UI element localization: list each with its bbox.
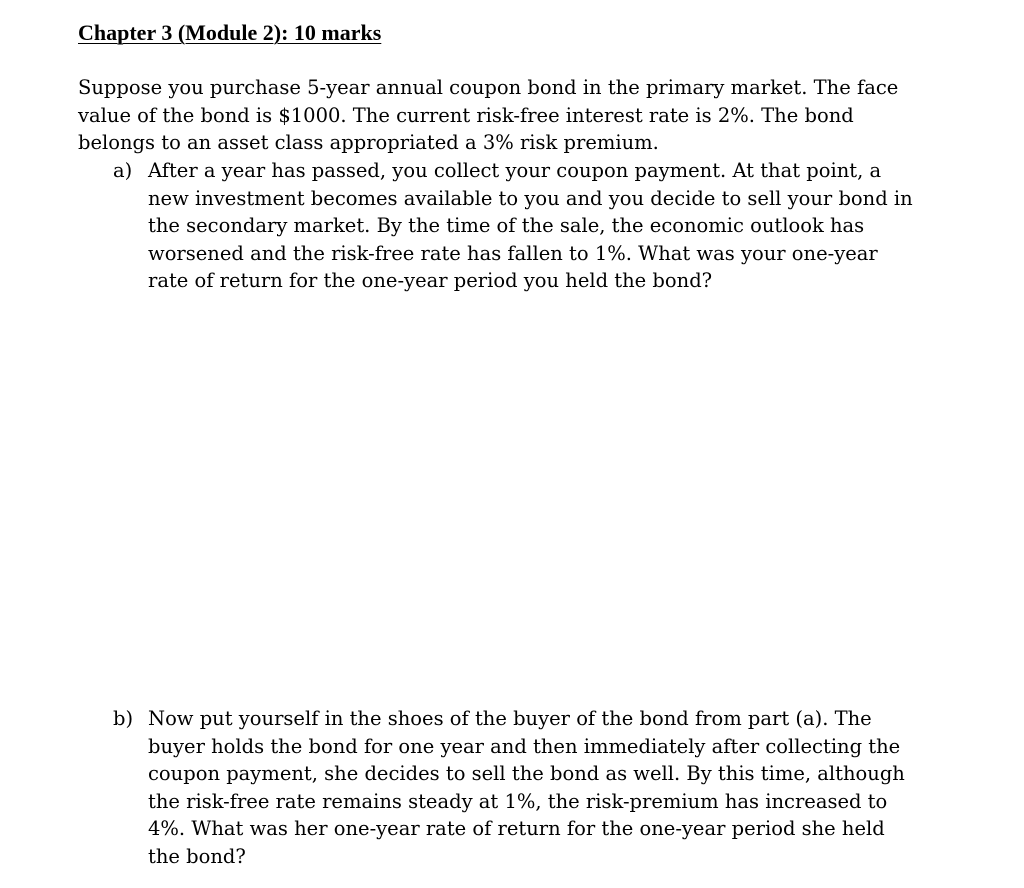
intro-line: Suppose you purchase 5-year annual coupon bond in the primary market. The face (78, 76, 899, 99)
part-b-line: coupon payment, she decides to sell the bond as well. By this time, although (148, 762, 905, 785)
part-b-line: the risk-free rate remains steady at 1%, the risk-premium has increased to (148, 789, 888, 813)
intro-line: belongs to an asset class appropriated a 3% risk premium. (78, 131, 659, 154)
part-b-marker: b) (113, 707, 134, 730)
part-b-text (148, 705, 938, 870)
question-intro (78, 74, 928, 157)
chapter-heading: Chapter 3 (Module 2): 10 marks (78, 20, 382, 45)
part-b-line: buyer holds the bond for one year and then immediately after collecting the (148, 734, 901, 758)
part-b-line: Now put yourself in the shoes of the buyer of the bond from part (a). The (148, 707, 872, 730)
part-b-line: 4%. What was her one-year rate of return for the one-year period she held (148, 817, 885, 840)
part-a-marker: a) (113, 159, 133, 182)
part-a-line: rate of return for the one-year period you held the bond? (148, 269, 713, 292)
part-b-line: the bond? (148, 844, 246, 868)
part-a-text (148, 157, 938, 295)
part-a-line: new investment becomes available to you and you decide to sell your bond in (148, 186, 913, 210)
part-a-line: After a year has passed, you collect your coupon payment. At that point, a (148, 159, 882, 182)
part-a-line: the secondary market. By the time of the sale, the economic outlook has (148, 214, 865, 237)
part-a-line: worsened and the risk-free rate has fallen to 1%. What was your one-year (148, 241, 878, 265)
intro-line: value of the bond is $1000. The current risk-free interest rate is 2%. The bond (78, 103, 854, 127)
